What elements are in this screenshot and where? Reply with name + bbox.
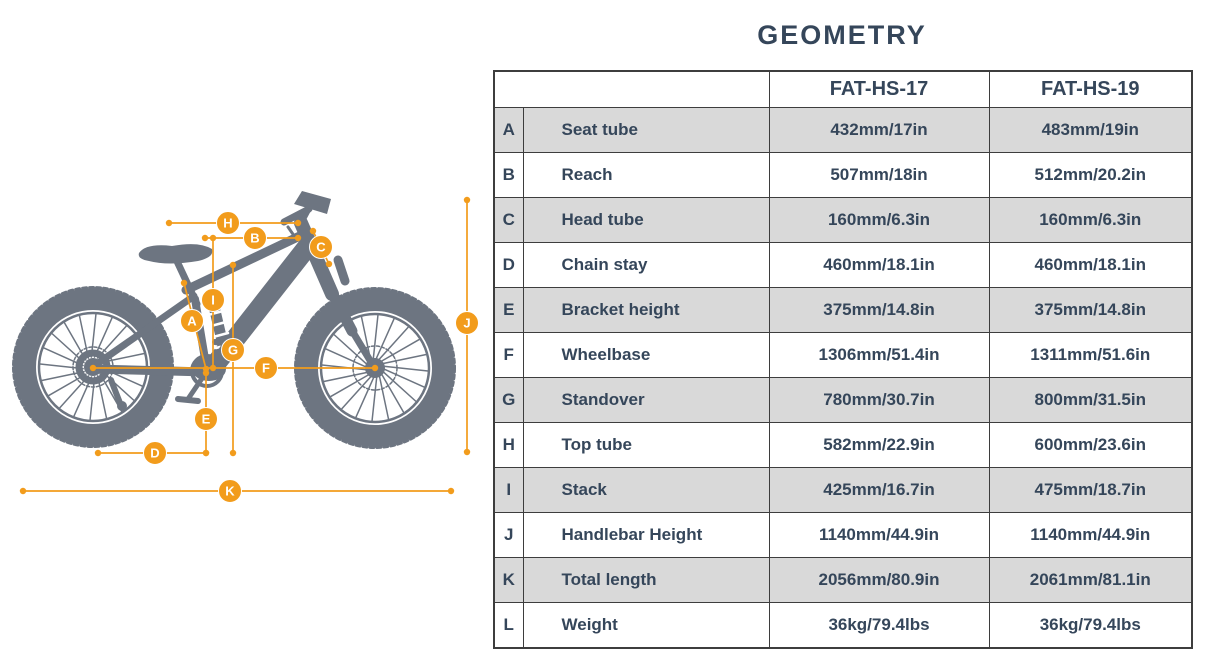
bike-geometry-diagram	[0, 0, 490, 657]
marker-letter-H: H	[223, 215, 233, 231]
marker-letter-F: F	[262, 360, 270, 376]
row-label: Top tube	[523, 423, 769, 468]
table-row	[494, 333, 1192, 378]
measure-dot-J	[464, 197, 470, 203]
value-hs17: 432mm/17in	[769, 108, 989, 153]
value-hs17: 2056mm/80.9in	[769, 558, 989, 603]
marker-letter-K: K	[225, 483, 235, 499]
measure-dot-K	[20, 488, 26, 494]
value-hs17: 582mm/22.9in	[769, 423, 989, 468]
table-row	[494, 288, 1192, 333]
table-row	[494, 153, 1192, 198]
row-label: Bracket height	[523, 288, 769, 333]
header-blank-cell	[494, 71, 769, 108]
value-hs19: 36kg/79.4lbs	[989, 603, 1192, 649]
row-label: Total length	[523, 558, 769, 603]
row-label: Reach	[523, 153, 769, 198]
row-letter: J	[494, 513, 523, 558]
row-letter: C	[494, 198, 523, 243]
table-row	[494, 198, 1192, 243]
marker-letter-D: D	[150, 445, 160, 461]
row-label: Stack	[523, 468, 769, 513]
row-letter: F	[494, 333, 523, 378]
value-hs17: 36kg/79.4lbs	[769, 603, 989, 649]
value-hs17: 1306mm/51.4in	[769, 333, 989, 378]
table-row	[494, 468, 1192, 513]
row-label: Standover	[523, 378, 769, 423]
value-hs19: 600mm/23.6in	[989, 423, 1192, 468]
value-hs17: 160mm/6.3in	[769, 198, 989, 243]
row-letter: K	[494, 558, 523, 603]
value-hs19: 1311mm/51.6in	[989, 333, 1192, 378]
table-row	[494, 603, 1192, 649]
row-letter: D	[494, 243, 523, 288]
measure-dot-B	[202, 235, 208, 241]
table-header-row	[494, 71, 1192, 108]
measure-dot-J	[464, 449, 470, 455]
table-row	[494, 108, 1192, 153]
measure-dot-F	[90, 365, 96, 371]
row-label: Weight	[523, 603, 769, 649]
measure-dot-D	[203, 450, 209, 456]
value-hs19: 800mm/31.5in	[989, 378, 1192, 423]
table-row	[494, 378, 1192, 423]
value-hs19: 512mm/20.2in	[989, 153, 1192, 198]
row-label: Chain stay	[523, 243, 769, 288]
measure-dot-D	[95, 450, 101, 456]
table-row	[494, 423, 1192, 468]
measure-dot-G	[230, 450, 236, 456]
measure-dot-F	[372, 365, 378, 371]
value-hs19: 460mm/18.1in	[989, 243, 1192, 288]
row-label: Seat tube	[523, 108, 769, 153]
value-hs17: 780mm/30.7in	[769, 378, 989, 423]
measure-dot-C	[310, 228, 316, 234]
table-row	[494, 513, 1192, 558]
row-letter: E	[494, 288, 523, 333]
marker-letter-J: J	[463, 315, 471, 331]
row-letter: L	[494, 603, 523, 649]
page-title: GEOMETRY	[757, 20, 927, 50]
row-letter: H	[494, 423, 523, 468]
marker-letter-B: B	[250, 230, 260, 246]
row-letter: B	[494, 153, 523, 198]
measure-dot-G	[230, 262, 236, 268]
value-hs17: 375mm/14.8in	[769, 288, 989, 333]
value-hs17: 507mm/18in	[769, 153, 989, 198]
table-row	[494, 558, 1192, 603]
row-letter: I	[494, 468, 523, 513]
value-hs19: 2061mm/81.1in	[989, 558, 1192, 603]
saddle	[139, 244, 213, 263]
measure-dot-K	[448, 488, 454, 494]
header-fat-hs-19: FAT-HS-19	[989, 71, 1192, 108]
measure-dot-C	[326, 261, 332, 267]
measure-dot-B	[295, 235, 301, 241]
value-hs17: 460mm/18.1in	[769, 243, 989, 288]
header-fat-hs-17: FAT-HS-17	[769, 71, 989, 108]
value-hs19: 1140mm/44.9in	[989, 513, 1192, 558]
marker-letter-A: A	[187, 313, 197, 329]
value-hs19: 375mm/14.8in	[989, 288, 1192, 333]
measure-dot-E	[203, 370, 209, 376]
measure-dot-I	[210, 235, 216, 241]
geometry-table	[493, 70, 1193, 649]
value-hs19: 483mm/19in	[989, 108, 1192, 153]
value-hs19: 475mm/18.7in	[989, 468, 1192, 513]
row-label: Head tube	[523, 198, 769, 243]
value-hs17: 425mm/16.7in	[769, 468, 989, 513]
table-row	[494, 243, 1192, 288]
row-letter: A	[494, 108, 523, 153]
measure-dot-H	[166, 220, 172, 226]
row-letter: G	[494, 378, 523, 423]
row-label: Handlebar Height	[523, 513, 769, 558]
row-label: Wheelbase	[523, 333, 769, 378]
measure-dot-A	[181, 280, 187, 286]
marker-letter-G: G	[227, 342, 239, 358]
marker-letter-E: E	[201, 411, 211, 427]
value-hs19: 160mm/6.3in	[989, 198, 1192, 243]
value-hs17: 1140mm/44.9in	[769, 513, 989, 558]
measure-dot-H	[295, 220, 301, 226]
marker-letter-C: C	[316, 239, 326, 255]
marker-letter-I: I	[211, 292, 215, 308]
